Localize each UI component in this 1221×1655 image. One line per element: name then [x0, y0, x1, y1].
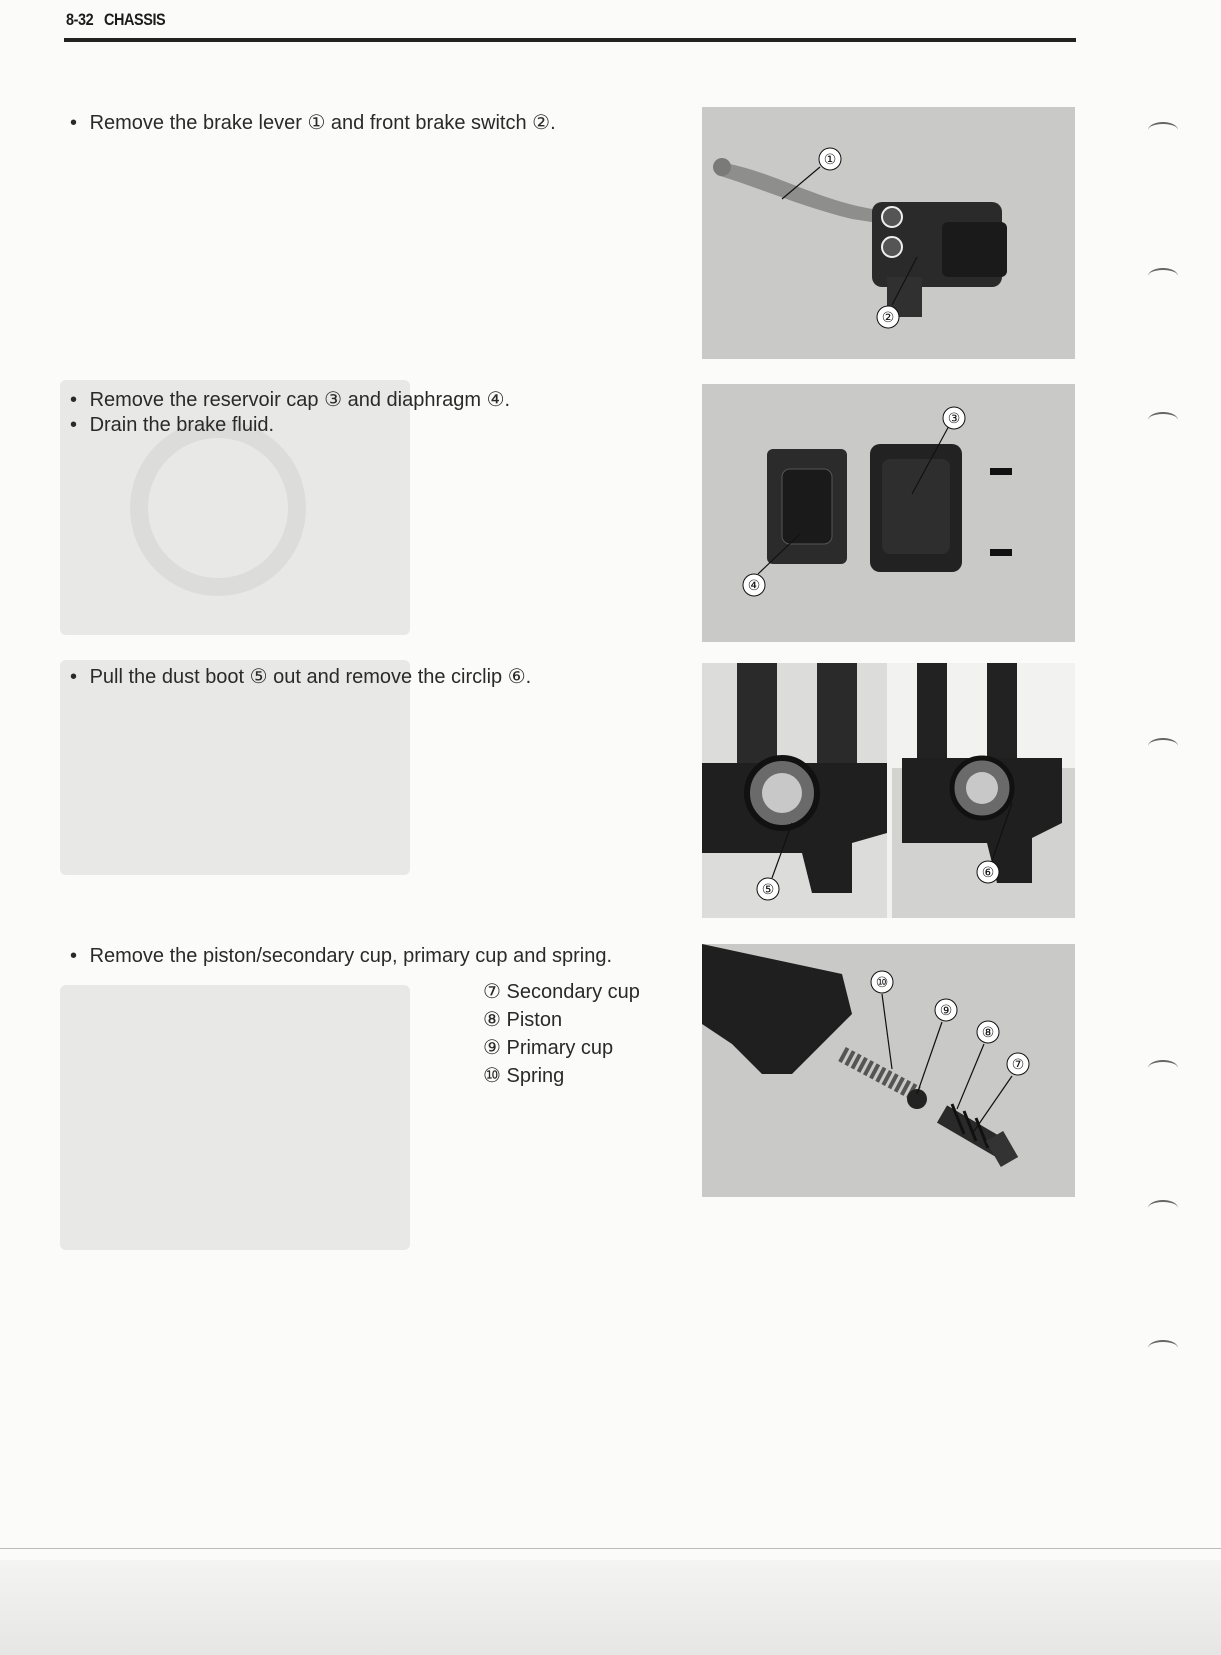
page-header: [66, 10, 165, 30]
callout-7: ⑦: [1011, 1057, 1025, 1073]
callout-5: ⑤: [761, 882, 775, 898]
footer-rule: [0, 1548, 1221, 1549]
legend-item-spring: ⑩ Spring: [483, 1065, 565, 1087]
callout-4: ④: [747, 578, 761, 594]
parts-legend: [483, 978, 640, 1090]
callout-1: ①: [823, 152, 837, 168]
binder-mark: [1148, 1200, 1178, 1216]
brake-lever-illustration: [702, 107, 1075, 359]
piston-spring-illustration: [702, 944, 1075, 1197]
photo-dust-boot: [702, 663, 1075, 918]
callout-2: ②: [881, 310, 895, 326]
ghost-image-caliper: [60, 660, 410, 875]
step-dust-boot: • Pull the dust boot ⑤ out and remove the circlip ⑥.: [70, 666, 532, 688]
step-text: Drain the brake fluid.: [89, 414, 275, 436]
photo-reservoir-cap: [702, 384, 1075, 642]
binder-mark: [1148, 738, 1178, 754]
callout-10: ⑩: [875, 975, 889, 991]
legend-item-primary-cup: ⑨ Primary cup: [483, 1037, 614, 1059]
callout-3: ③: [947, 411, 961, 427]
legend-item-secondary-cup: ⑦ Secondary cup: [483, 981, 640, 1003]
binder-mark: [1148, 268, 1178, 284]
step-text: Pull the dust boot ⑤ out and remove the circlip ⑥.: [89, 666, 532, 688]
header-rule: [64, 38, 1076, 42]
photo-brake-lever: [702, 107, 1075, 359]
step-text: Remove the reservoir cap ③ and diaphragm ④.: [89, 389, 511, 411]
scan-shadow: [0, 1560, 1221, 1655]
binder-mark: [1148, 1340, 1178, 1356]
callout-8: ⑧: [981, 1025, 995, 1041]
binder-mark: [1148, 1060, 1178, 1076]
step-remove-lever: • Remove the brake lever ① and front brake switch ②.: [70, 112, 556, 134]
step-text: Remove the brake lever ① and front brake switch ②.: [89, 112, 556, 134]
binder-mark: [1148, 122, 1178, 138]
binder-mark: [1148, 412, 1178, 428]
step-remove-piston: • Remove the piston/secondary cup, primary cup and spring.: [70, 945, 613, 967]
step-drain-fluid: • Drain the brake fluid.: [70, 414, 275, 436]
dust-boot-illustration: [702, 663, 1075, 918]
page-number: 8-32: [66, 10, 94, 29]
step-text: Remove the piston/secondary cup, primary cup and spring.: [89, 945, 613, 967]
ghost-image-disc: [60, 985, 410, 1250]
legend-item-piston: ⑧ Piston: [483, 1009, 563, 1031]
step-remove-cap: • Remove the reservoir cap ③ and diaphragm ④.: [70, 389, 511, 411]
photo-piston-spring: [702, 944, 1075, 1197]
section-title: CHASSIS: [103, 10, 166, 29]
callout-9: ⑨: [939, 1003, 953, 1019]
reservoir-cap-illustration: [702, 384, 1075, 642]
callout-6: ⑥: [981, 865, 995, 881]
